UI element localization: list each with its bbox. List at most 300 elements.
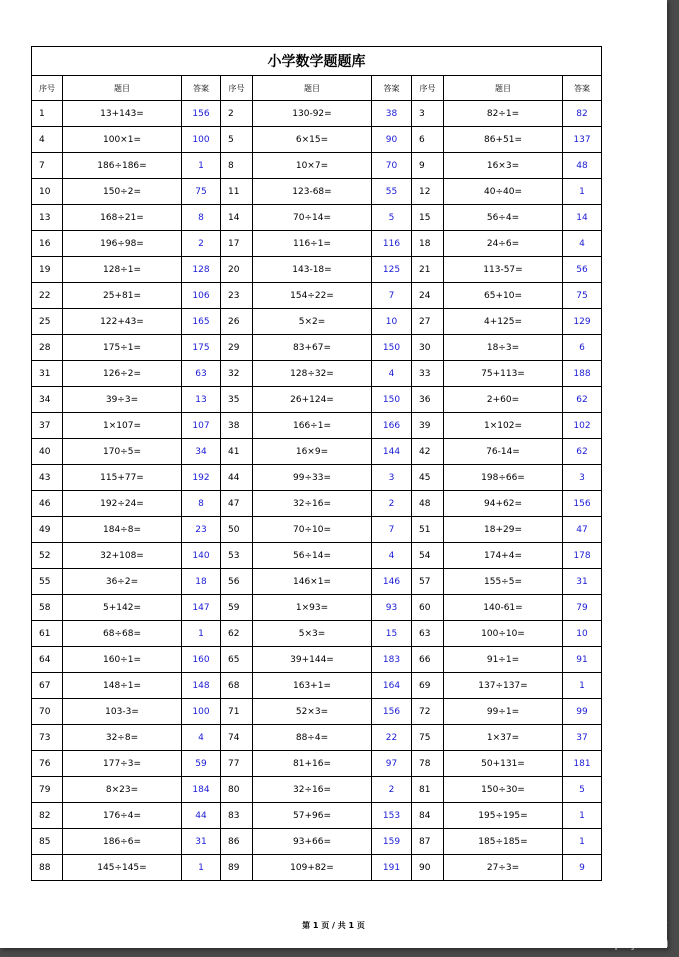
answer-cell: 191 <box>372 855 412 881</box>
table-row <box>32 413 602 439</box>
seq-cell: 48 <box>412 491 444 517</box>
answer-cell: 38 <box>372 101 412 127</box>
seq-cell: 21 <box>412 257 444 283</box>
table-row <box>32 595 602 621</box>
answer-cell: 125 <box>372 257 412 283</box>
seq-cell: 74 <box>221 725 253 751</box>
question-cell: 123-68= <box>253 179 372 205</box>
seq-cell: 87 <box>412 829 444 855</box>
answer-cell: 3 <box>563 465 602 491</box>
table-row <box>32 855 602 881</box>
answer-cell: 137 <box>563 127 602 153</box>
answer-cell: 75 <box>182 179 221 205</box>
answer-cell: 34 <box>182 439 221 465</box>
seq-cell: 20 <box>221 257 253 283</box>
seq-cell: 45 <box>412 465 444 491</box>
answer-cell: 116 <box>372 231 412 257</box>
question-cell: 1×93= <box>253 595 372 621</box>
seq-cell: 83 <box>221 803 253 829</box>
table-row <box>32 231 602 257</box>
question-cell: 146×1= <box>253 569 372 595</box>
table-row <box>32 153 602 179</box>
question-cell: 140-61= <box>444 595 563 621</box>
seq-cell: 53 <box>221 543 253 569</box>
header-seq: 序号 <box>221 76 253 101</box>
answer-cell: 106 <box>182 283 221 309</box>
answer-cell: 99 <box>563 699 602 725</box>
answer-cell: 175 <box>182 335 221 361</box>
question-cell: 5×2= <box>253 309 372 335</box>
answer-cell: 15 <box>372 621 412 647</box>
question-cell: 40÷40= <box>444 179 563 205</box>
question-cell: 195÷195= <box>444 803 563 829</box>
answer-cell: 90 <box>372 127 412 153</box>
table-row <box>32 725 602 751</box>
question-cell: 163+1= <box>253 673 372 699</box>
table-row <box>32 673 602 699</box>
table-row <box>32 283 602 309</box>
question-cell: 109+82= <box>253 855 372 881</box>
answer-cell: 150 <box>372 387 412 413</box>
watermark-text: 吾爱破解论坛 <box>548 914 669 937</box>
question-cell: 32÷16= <box>253 777 372 803</box>
answer-cell: 13 <box>182 387 221 413</box>
answer-cell: 188 <box>563 361 602 387</box>
seq-cell: 37 <box>32 413 63 439</box>
answer-cell: 181 <box>563 751 602 777</box>
table-row <box>32 335 602 361</box>
question-cell: 32÷8= <box>63 725 182 751</box>
question-cell: 192÷24= <box>63 491 182 517</box>
seq-cell: 67 <box>32 673 63 699</box>
question-cell: 24÷6= <box>444 231 563 257</box>
table-row <box>32 205 602 231</box>
answer-cell: 44 <box>182 803 221 829</box>
answer-cell: 1 <box>563 803 602 829</box>
seq-cell: 51 <box>412 517 444 543</box>
table-row <box>32 543 602 569</box>
answer-cell: 150 <box>372 335 412 361</box>
answer-cell: 4 <box>563 231 602 257</box>
seq-cell: 6 <box>412 127 444 153</box>
answer-cell: 7 <box>372 283 412 309</box>
question-cell: 160÷1= <box>63 647 182 673</box>
seq-cell: 8 <box>221 153 253 179</box>
question-cell: 39÷3= <box>63 387 182 413</box>
question-cell: 25+81= <box>63 283 182 309</box>
seq-cell: 4 <box>32 127 63 153</box>
seq-cell: 52 <box>32 543 63 569</box>
question-cell: 8×23= <box>63 777 182 803</box>
seq-cell: 44 <box>221 465 253 491</box>
question-bank-table <box>31 46 602 881</box>
question-cell: 93+66= <box>253 829 372 855</box>
answer-cell: 56 <box>563 257 602 283</box>
answer-cell: 4 <box>372 543 412 569</box>
question-cell: 176÷4= <box>63 803 182 829</box>
answer-cell: 31 <box>563 569 602 595</box>
table-row <box>32 309 602 335</box>
seq-cell: 43 <box>32 465 63 491</box>
question-cell: 2+60= <box>444 387 563 413</box>
seq-cell: 84 <box>412 803 444 829</box>
question-cell: 143-18= <box>253 257 372 283</box>
table-row <box>32 621 602 647</box>
answer-cell: 63 <box>182 361 221 387</box>
seq-cell: 47 <box>221 491 253 517</box>
table-row <box>32 491 602 517</box>
question-cell: 81+16= <box>253 751 372 777</box>
question-cell: 175÷1= <box>63 335 182 361</box>
answer-cell: 184 <box>182 777 221 803</box>
seq-cell: 46 <box>32 491 63 517</box>
question-cell: 115+77= <box>63 465 182 491</box>
answer-cell: 55 <box>372 179 412 205</box>
seq-cell: 15 <box>412 205 444 231</box>
header-seq: 序号 <box>32 76 63 101</box>
seq-cell: 73 <box>32 725 63 751</box>
seq-cell: 33 <box>412 361 444 387</box>
question-cell: 113-57= <box>444 257 563 283</box>
answer-cell: 100 <box>182 127 221 153</box>
seq-cell: 31 <box>32 361 63 387</box>
answer-cell: 22 <box>372 725 412 751</box>
question-cell: 4+125= <box>444 309 563 335</box>
seq-cell: 11 <box>221 179 253 205</box>
answer-cell: 91 <box>563 647 602 673</box>
seq-cell: 86 <box>221 829 253 855</box>
seq-cell: 14 <box>221 205 253 231</box>
question-cell: 128÷1= <box>63 257 182 283</box>
answer-cell: 8 <box>182 205 221 231</box>
question-cell: 16×3= <box>444 153 563 179</box>
question-cell: 5×3= <box>253 621 372 647</box>
answer-cell: 146 <box>372 569 412 595</box>
seq-cell: 72 <box>412 699 444 725</box>
table-row <box>32 361 602 387</box>
answer-cell: 5 <box>563 777 602 803</box>
question-cell: 65+10= <box>444 283 563 309</box>
seq-cell: 24 <box>412 283 444 309</box>
header-question: 题目 <box>444 76 563 101</box>
table-row <box>32 569 602 595</box>
seq-cell: 57 <box>412 569 444 595</box>
seq-cell: 27 <box>412 309 444 335</box>
seq-cell: 2 <box>221 101 253 127</box>
header-question: 题目 <box>253 76 372 101</box>
answer-cell: 3 <box>372 465 412 491</box>
seq-cell: 30 <box>412 335 444 361</box>
answer-cell: 93 <box>372 595 412 621</box>
answer-cell: 166 <box>372 413 412 439</box>
question-cell: 32÷16= <box>253 491 372 517</box>
seq-cell: 55 <box>32 569 63 595</box>
seq-cell: 10 <box>32 179 63 205</box>
table-row <box>32 127 602 153</box>
question-cell: 150÷30= <box>444 777 563 803</box>
seq-cell: 69 <box>412 673 444 699</box>
answer-cell: 192 <box>182 465 221 491</box>
seq-cell: 78 <box>412 751 444 777</box>
seq-cell: 40 <box>32 439 63 465</box>
header-answer: 答案 <box>372 76 412 101</box>
question-cell: 52×3= <box>253 699 372 725</box>
question-cell: 99÷1= <box>444 699 563 725</box>
seq-cell: 42 <box>412 439 444 465</box>
question-cell: 145÷145= <box>63 855 182 881</box>
question-cell: 39+144= <box>253 647 372 673</box>
answer-cell: 156 <box>182 101 221 127</box>
question-cell: 155÷5= <box>444 569 563 595</box>
seq-cell: 77 <box>221 751 253 777</box>
sheet-title: 小学数学题题库 <box>32 47 602 76</box>
table-row <box>32 439 602 465</box>
table-row <box>32 647 602 673</box>
answer-cell: 153 <box>372 803 412 829</box>
answer-cell: 1 <box>182 855 221 881</box>
table-row <box>32 465 602 491</box>
answer-cell: 2 <box>372 491 412 517</box>
question-cell: 116÷1= <box>253 231 372 257</box>
answer-cell: 147 <box>182 595 221 621</box>
question-cell: 198÷66= <box>444 465 563 491</box>
answer-cell: 75 <box>563 283 602 309</box>
question-cell: 186÷186= <box>63 153 182 179</box>
seq-cell: 17 <box>221 231 253 257</box>
header-row <box>32 76 602 101</box>
seq-cell: 62 <box>221 621 253 647</box>
question-cell: 150÷2= <box>63 179 182 205</box>
seq-cell: 88 <box>32 855 63 881</box>
question-cell: 56÷4= <box>444 205 563 231</box>
seq-cell: 39 <box>412 413 444 439</box>
answer-cell: 183 <box>372 647 412 673</box>
answer-cell: 82 <box>563 101 602 127</box>
question-cell: 1×37= <box>444 725 563 751</box>
answer-cell: 10 <box>372 309 412 335</box>
question-cell: 18+29= <box>444 517 563 543</box>
answer-cell: 107 <box>182 413 221 439</box>
answer-cell: 9 <box>563 855 602 881</box>
answer-cell: 1 <box>563 673 602 699</box>
seq-cell: 76 <box>32 751 63 777</box>
question-cell: 68÷68= <box>63 621 182 647</box>
question-cell: 1×102= <box>444 413 563 439</box>
question-cell: 100×1= <box>63 127 182 153</box>
answer-cell: 8 <box>182 491 221 517</box>
question-cell: 103-3= <box>63 699 182 725</box>
seq-cell: 26 <box>221 309 253 335</box>
answer-cell: 100 <box>182 699 221 725</box>
question-cell: 128÷32= <box>253 361 372 387</box>
answer-cell: 4 <box>182 725 221 751</box>
question-cell: 36÷2= <box>63 569 182 595</box>
answer-cell: 47 <box>563 517 602 543</box>
seq-cell: 1 <box>32 101 63 127</box>
seq-cell: 85 <box>32 829 63 855</box>
answer-cell: 129 <box>563 309 602 335</box>
seq-cell: 36 <box>412 387 444 413</box>
answer-cell: 156 <box>372 699 412 725</box>
seq-cell: 68 <box>221 673 253 699</box>
seq-cell: 65 <box>221 647 253 673</box>
question-cell: 5+142= <box>63 595 182 621</box>
answer-cell: 2 <box>182 231 221 257</box>
question-cell: 1×107= <box>63 413 182 439</box>
seq-cell: 9 <box>412 153 444 179</box>
question-cell: 166÷1= <box>253 413 372 439</box>
answer-cell: 62 <box>563 439 602 465</box>
answer-cell: 1 <box>182 153 221 179</box>
question-cell: 148÷1= <box>63 673 182 699</box>
question-cell: 154÷22= <box>253 283 372 309</box>
seq-cell: 70 <box>32 699 63 725</box>
answer-cell: 7 <box>372 517 412 543</box>
question-cell: 13+143= <box>63 101 182 127</box>
header-question: 题目 <box>63 76 182 101</box>
question-cell: 32+108= <box>63 543 182 569</box>
answer-cell: 144 <box>372 439 412 465</box>
question-cell: 88÷4= <box>253 725 372 751</box>
answer-cell: 4 <box>372 361 412 387</box>
seq-cell: 29 <box>221 335 253 361</box>
answer-cell: 178 <box>563 543 602 569</box>
question-cell: 86+51= <box>444 127 563 153</box>
seq-cell: 61 <box>32 621 63 647</box>
question-cell: 122+43= <box>63 309 182 335</box>
answer-cell: 140 <box>182 543 221 569</box>
seq-cell: 64 <box>32 647 63 673</box>
question-cell: 174+4= <box>444 543 563 569</box>
question-cell: 26+124= <box>253 387 372 413</box>
seq-cell: 19 <box>32 257 63 283</box>
seq-cell: 28 <box>32 335 63 361</box>
seq-cell: 75 <box>412 725 444 751</box>
answer-cell: 48 <box>563 153 602 179</box>
seq-cell: 49 <box>32 517 63 543</box>
question-cell: 76-14= <box>444 439 563 465</box>
question-cell: 185÷185= <box>444 829 563 855</box>
question-cell: 168÷21= <box>63 205 182 231</box>
question-cell: 186÷6= <box>63 829 182 855</box>
answer-cell: 156 <box>563 491 602 517</box>
seq-cell: 63 <box>412 621 444 647</box>
seq-cell: 5 <box>221 127 253 153</box>
seq-cell: 23 <box>221 283 253 309</box>
seq-cell: 60 <box>412 595 444 621</box>
seq-cell: 71 <box>221 699 253 725</box>
question-cell: 10×7= <box>253 153 372 179</box>
seq-cell: 25 <box>32 309 63 335</box>
question-cell: 27÷3= <box>444 855 563 881</box>
table-row <box>32 101 602 127</box>
seq-cell: 59 <box>221 595 253 621</box>
question-cell: 57+96= <box>253 803 372 829</box>
answer-cell: 10 <box>563 621 602 647</box>
question-cell: 70÷10= <box>253 517 372 543</box>
seq-cell: 82 <box>32 803 63 829</box>
answer-cell: 148 <box>182 673 221 699</box>
answer-cell: 37 <box>563 725 602 751</box>
seq-cell: 66 <box>412 647 444 673</box>
seq-cell: 79 <box>32 777 63 803</box>
answer-cell: 2 <box>372 777 412 803</box>
answer-cell: 165 <box>182 309 221 335</box>
table-row <box>32 179 602 205</box>
seq-cell: 13 <box>32 205 63 231</box>
seq-cell: 80 <box>221 777 253 803</box>
answer-cell: 70 <box>372 153 412 179</box>
seq-cell: 54 <box>412 543 444 569</box>
answer-cell: 102 <box>563 413 602 439</box>
question-cell: 94+62= <box>444 491 563 517</box>
seq-cell: 50 <box>221 517 253 543</box>
seq-cell: 81 <box>412 777 444 803</box>
table-row <box>32 517 602 543</box>
header-answer: 答案 <box>563 76 602 101</box>
seq-cell: 22 <box>32 283 63 309</box>
seq-cell: 32 <box>221 361 253 387</box>
question-cell: 100÷10= <box>444 621 563 647</box>
question-cell: 75+113= <box>444 361 563 387</box>
table-row <box>32 829 602 855</box>
header-seq: 序号 <box>412 76 444 101</box>
answer-cell: 5 <box>372 205 412 231</box>
answer-cell: 6 <box>563 335 602 361</box>
answer-cell: 97 <box>372 751 412 777</box>
question-cell: 137÷137= <box>444 673 563 699</box>
table-row <box>32 751 602 777</box>
answer-cell: 59 <box>182 751 221 777</box>
question-cell: 18÷3= <box>444 335 563 361</box>
question-cell: 99÷33= <box>253 465 372 491</box>
question-cell: 196÷98= <box>63 231 182 257</box>
table-row <box>32 803 602 829</box>
seq-cell: 34 <box>32 387 63 413</box>
question-cell: 170÷5= <box>63 439 182 465</box>
answer-cell: 62 <box>563 387 602 413</box>
seq-cell: 90 <box>412 855 444 881</box>
seq-cell: 18 <box>412 231 444 257</box>
seq-cell: 7 <box>32 153 63 179</box>
seq-cell: 3 <box>412 101 444 127</box>
question-cell: 184÷8= <box>63 517 182 543</box>
seq-cell: 38 <box>221 413 253 439</box>
table-row <box>32 777 602 803</box>
answer-cell: 128 <box>182 257 221 283</box>
answer-cell: 23 <box>182 517 221 543</box>
seq-cell: 35 <box>221 387 253 413</box>
question-cell: 130-92= <box>253 101 372 127</box>
question-cell: 50+131= <box>444 751 563 777</box>
seq-cell: 16 <box>32 231 63 257</box>
seq-cell: 12 <box>412 179 444 205</box>
answer-cell: 1 <box>182 621 221 647</box>
watermark <box>549 916 669 951</box>
table-row <box>32 699 602 725</box>
answer-cell: 18 <box>182 569 221 595</box>
header-answer: 答案 <box>182 76 221 101</box>
answer-cell: 164 <box>372 673 412 699</box>
seq-cell: 56 <box>221 569 253 595</box>
question-cell: 70÷14= <box>253 205 372 231</box>
question-cell: 177÷3= <box>63 751 182 777</box>
watermark-url: www.52pojie.cn <box>558 935 669 952</box>
answer-cell: 159 <box>372 829 412 855</box>
seq-cell: 58 <box>32 595 63 621</box>
answer-cell: 1 <box>563 179 602 205</box>
answer-cell: 31 <box>182 829 221 855</box>
